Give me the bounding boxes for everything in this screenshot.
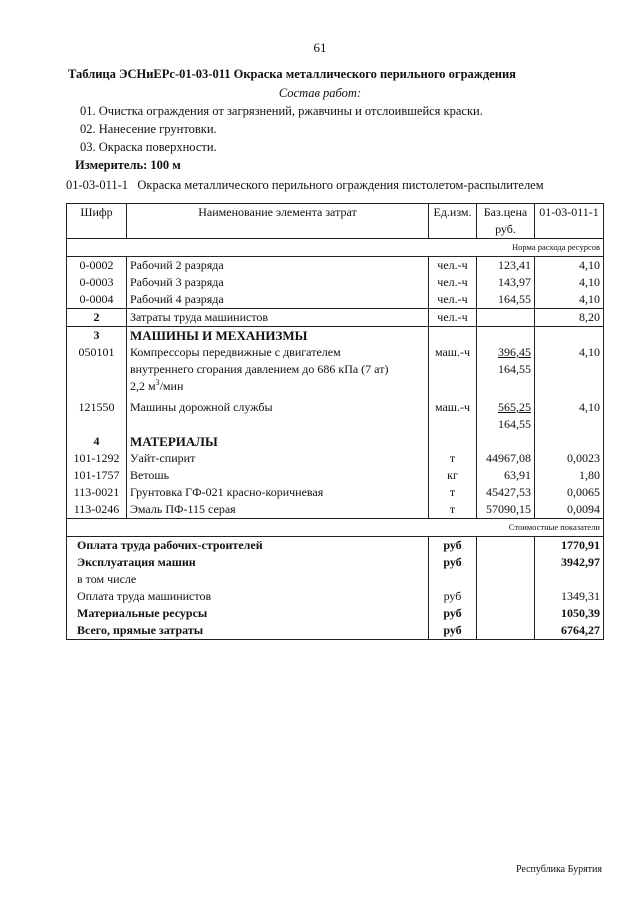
header-code: Шифр	[67, 204, 127, 239]
table-header-row	[67, 204, 604, 239]
header-norm: 01-03-011-1	[535, 204, 604, 239]
table-row: 101-1757 Ветошь кг 63,91 1,80	[67, 467, 604, 484]
section-code: 01-03-011-1	[66, 178, 129, 192]
footer-region: Республика Бурятия	[515, 864, 602, 875]
band-costs-row	[67, 519, 604, 537]
page-number: 61	[313, 40, 327, 55]
section-line	[66, 178, 544, 193]
band-norms: Норма расхода ресурсов	[67, 239, 604, 257]
table-row: 113-0246 Эмаль ПФ-115 серая т 57090,15 0,0094	[67, 501, 604, 519]
band-norms-row	[67, 239, 604, 257]
table-row: 050101 Компрессоры передвижные с двигателем внутреннего сгорания давлением до 686 кПа (7 ат) 2,2 $м^3$/мин маш.-ч 396,45 164,55 4,10	[67, 344, 604, 395]
section-4-title-row: 4 МАТЕРИАЛЫ	[67, 433, 604, 450]
resource-table	[66, 203, 604, 640]
section-name: Окраска металлического перильного ограждения пистолетом-распылителем	[137, 178, 544, 192]
works-heading: Состав работ:	[278, 86, 362, 100]
table-row: 101-1292 Уайт-спирит т 44967,08 0,0023	[67, 450, 604, 467]
table-row: 0-0003 Рабочий 3 разряда чел.-ч 143,97 4,10	[67, 274, 604, 291]
total-row: Эксплуатация машин руб 3942,97	[67, 554, 604, 571]
header-price: Баз.цена руб.	[477, 204, 535, 239]
table-row: 121550 Машины дорожной службы маш.-ч 565,25 164,55 4,10	[67, 395, 604, 433]
total-row: Всего, прямые затраты руб 6764,27	[67, 622, 604, 640]
work-item: 02. Нанесение грунтовки.	[80, 122, 217, 136]
total-row: в том числе	[67, 571, 604, 588]
section-2-row: 2 Затраты труда машинистов чел.-ч 8,20	[67, 309, 604, 327]
work-item: 03. Окраска поверхности.	[80, 140, 217, 154]
header-name: Наименование элемента затрат	[127, 204, 429, 239]
total-row: Оплата труда машинистов руб 1349,31	[67, 588, 604, 605]
table-row: 0-0002 Рабочий 2 разряда чел.-ч 123,41 4,10	[67, 257, 604, 275]
table-title: Таблица ЭСНиЕРс-01-03-011 Окраска металлического перильного ограждения	[68, 67, 516, 81]
work-item: 01. Очистка ограждения от загрязнений, ржавчины и отслоившейся краски.	[80, 104, 483, 118]
table-row: 0-0004 Рабочий 4 разряда чел.-ч 164,55 4,10	[67, 291, 604, 309]
section-3-title-row: 3 МАШИНЫ И МЕХАНИЗМЫ	[67, 327, 604, 345]
total-row: Материальные ресурсы руб 1050,39	[67, 605, 604, 622]
total-row: Оплата труда рабочих-строителей руб 1770,91	[67, 537, 604, 555]
meter-unit: Измеритель: 100 м	[75, 158, 181, 172]
header-unit: Ед.изм.	[429, 204, 477, 239]
band-costs: Стоимостные показатели	[67, 519, 604, 537]
table-row: 113-0021 Грунтовка ГФ-021 красно-коричневая т 45427,53 0,0065	[67, 484, 604, 501]
